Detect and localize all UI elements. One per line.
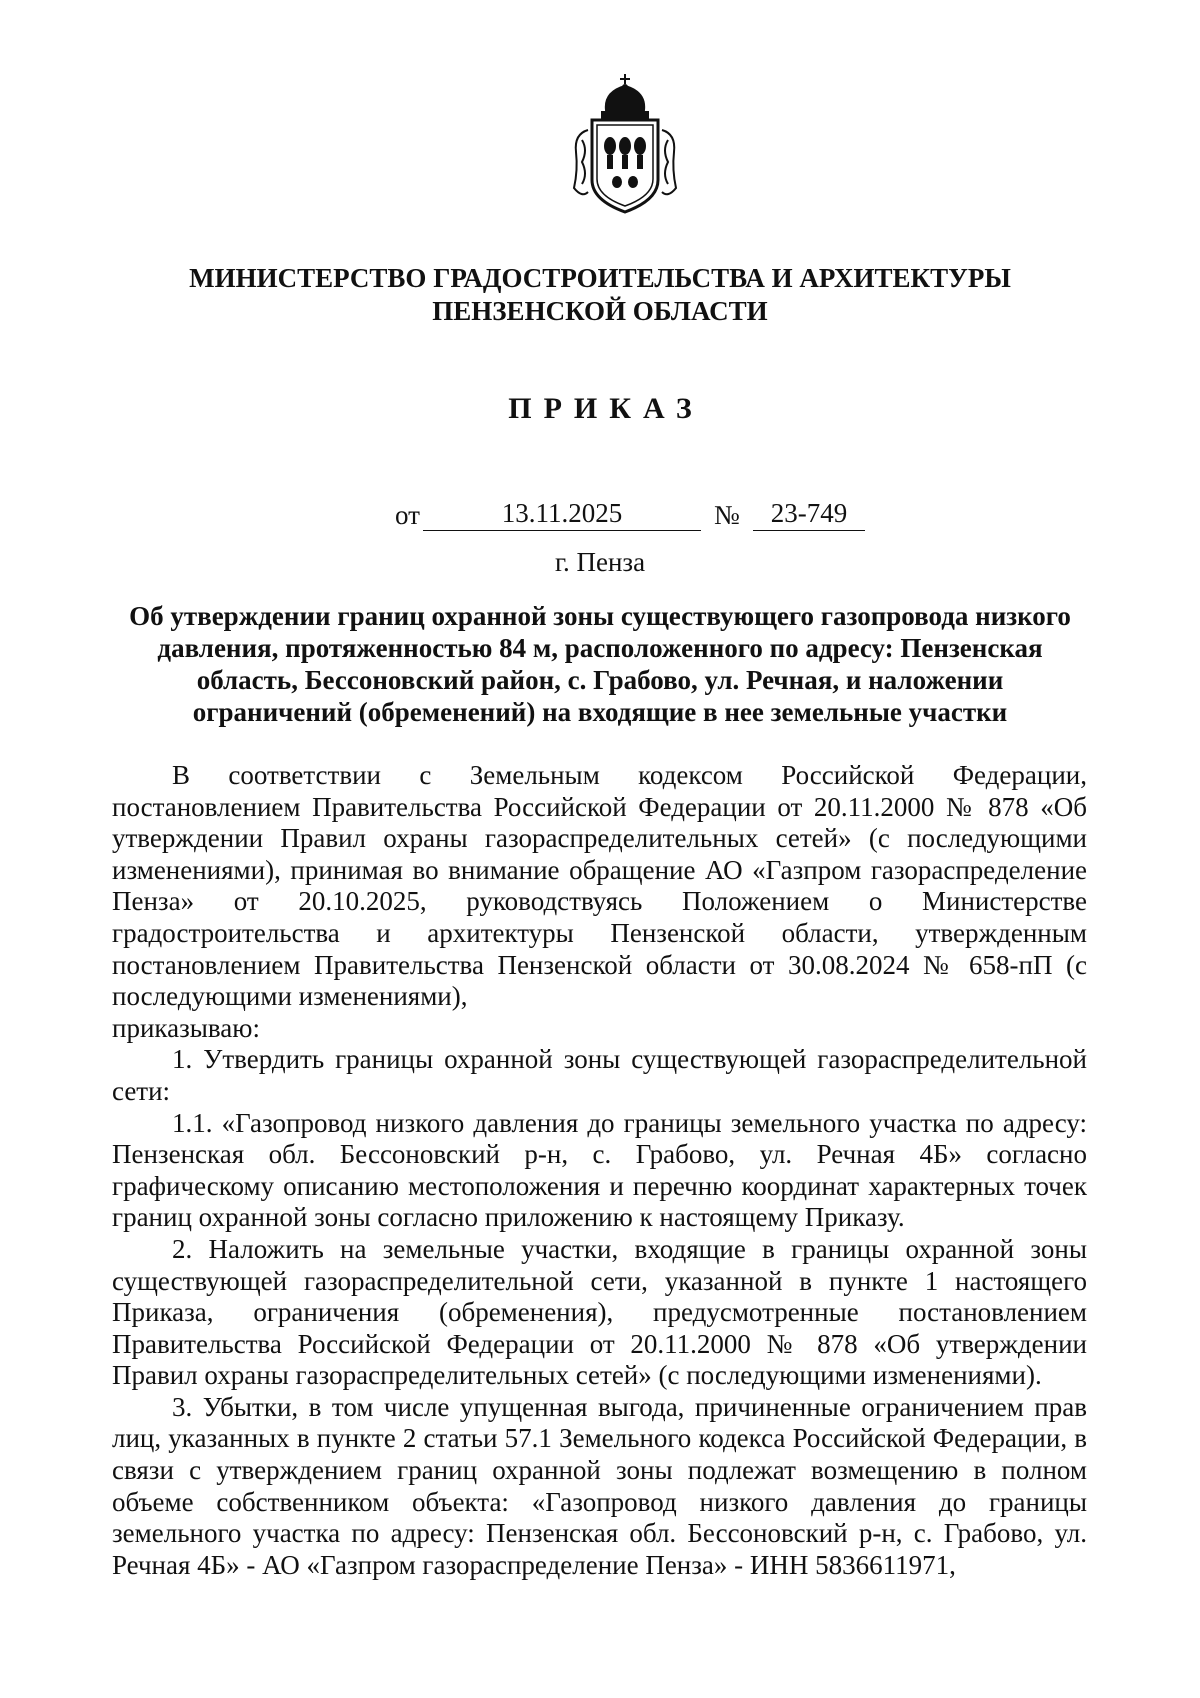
- order-city: г. Пенза: [554, 547, 646, 577]
- ministry-name-line-1: МИНИСТЕРСТВО ГРАДОСТРОИТЕЛЬСТВА И АРХИТЕКТУРЫ: [189, 263, 1011, 293]
- clause-3: 3. Убытки, в том числе упущенная выгода, причиненные ограничением прав лиц, указанных в пункте 2 статьи 57.1 Земельного кодекса Российской Федерации, в связи с утверждением границ охранной зоны подлежат возмещению в полном объеме собственником объекта: «Газопровод низкого давления до границы земельного участка по адресу: Пензенская обл. Бессоновский р-н, с. Грабово, ул. Речная 4Б» - АО «Газпром газораспределение Пенза» - ИНН 5836611971,: [112, 1391, 1087, 1580]
- penza-coat-of-arms-icon: [568, 70, 682, 220]
- preamble-paragraph: В соответствии с Земельным кодексом Российской Федерации, постановлением Правительства Российской Федерации от 20.11.2000 № 878 «Об утверждении Правил охраны газораспределительных сетей» (с последующими изменениями), принимая во внимание обращение АО «Газпром газораспределение Пенза» от 20.10.2025, руководствуясь Положением о Министерстве градостроительства и архитектуры Пензенской области, утвержденным постановлением Правительства Пензенской области от 30.08.2024 № 658-пП (с последующими изменениями),: [112, 760, 1087, 1012]
- order-keyword: приказываю:: [112, 1012, 260, 1043]
- number-prefix-label: №: [714, 500, 740, 530]
- order-body: [112, 760, 1087, 1581]
- clause-1-1: 1.1. «Газопровод низкого давления до границы земельного участка по адресу: Пензенская обл. Бессоновский р-н, с. Грабово, ул. Речная 4Б» согласно графическому описанию местоположения и перечню координат характерных точек границ охранной зоны согласно приложению к настоящему Приказу.: [112, 1107, 1087, 1233]
- clause-2: 2. Наложить на земельные участки, входящие в границы охранной зоны существующей газораспределительной сети, указанной в пункте 1 настоящего Приказа, ограничения (обременения), предусмотренные постановлением Правительства Российской Федерации от 20.11.2000 № 878 «Об утверждении Правил охраны газораспределительных сетей» (с последующими изменениями).: [112, 1233, 1087, 1391]
- clause-1: 1. Утвердить границы охранной зоны существующей газораспределительной сети:: [112, 1044, 1087, 1106]
- order-subject-heading: Об утверждении границ охранной зоны существующего газопровода низкого давления, протяженностью 84 м, расположенного по адресу: Пензенская область, Бессоновский район, с. Грабово, ул. Речная, и наложении ограничений (обременений) на входящие в нее земельные участки: [129, 601, 1071, 727]
- order-title: ПРИКАЗ: [508, 392, 704, 425]
- date-prefix-label: от: [395, 500, 420, 530]
- ministry-name-line-2: ПЕНЗЕНСКОЙ ОБЛАСТИ: [432, 296, 768, 326]
- ministry-name: [150, 262, 1050, 328]
- order-number-field: 23-749: [753, 497, 865, 531]
- order-date-field: 13.11.2025: [423, 497, 701, 531]
